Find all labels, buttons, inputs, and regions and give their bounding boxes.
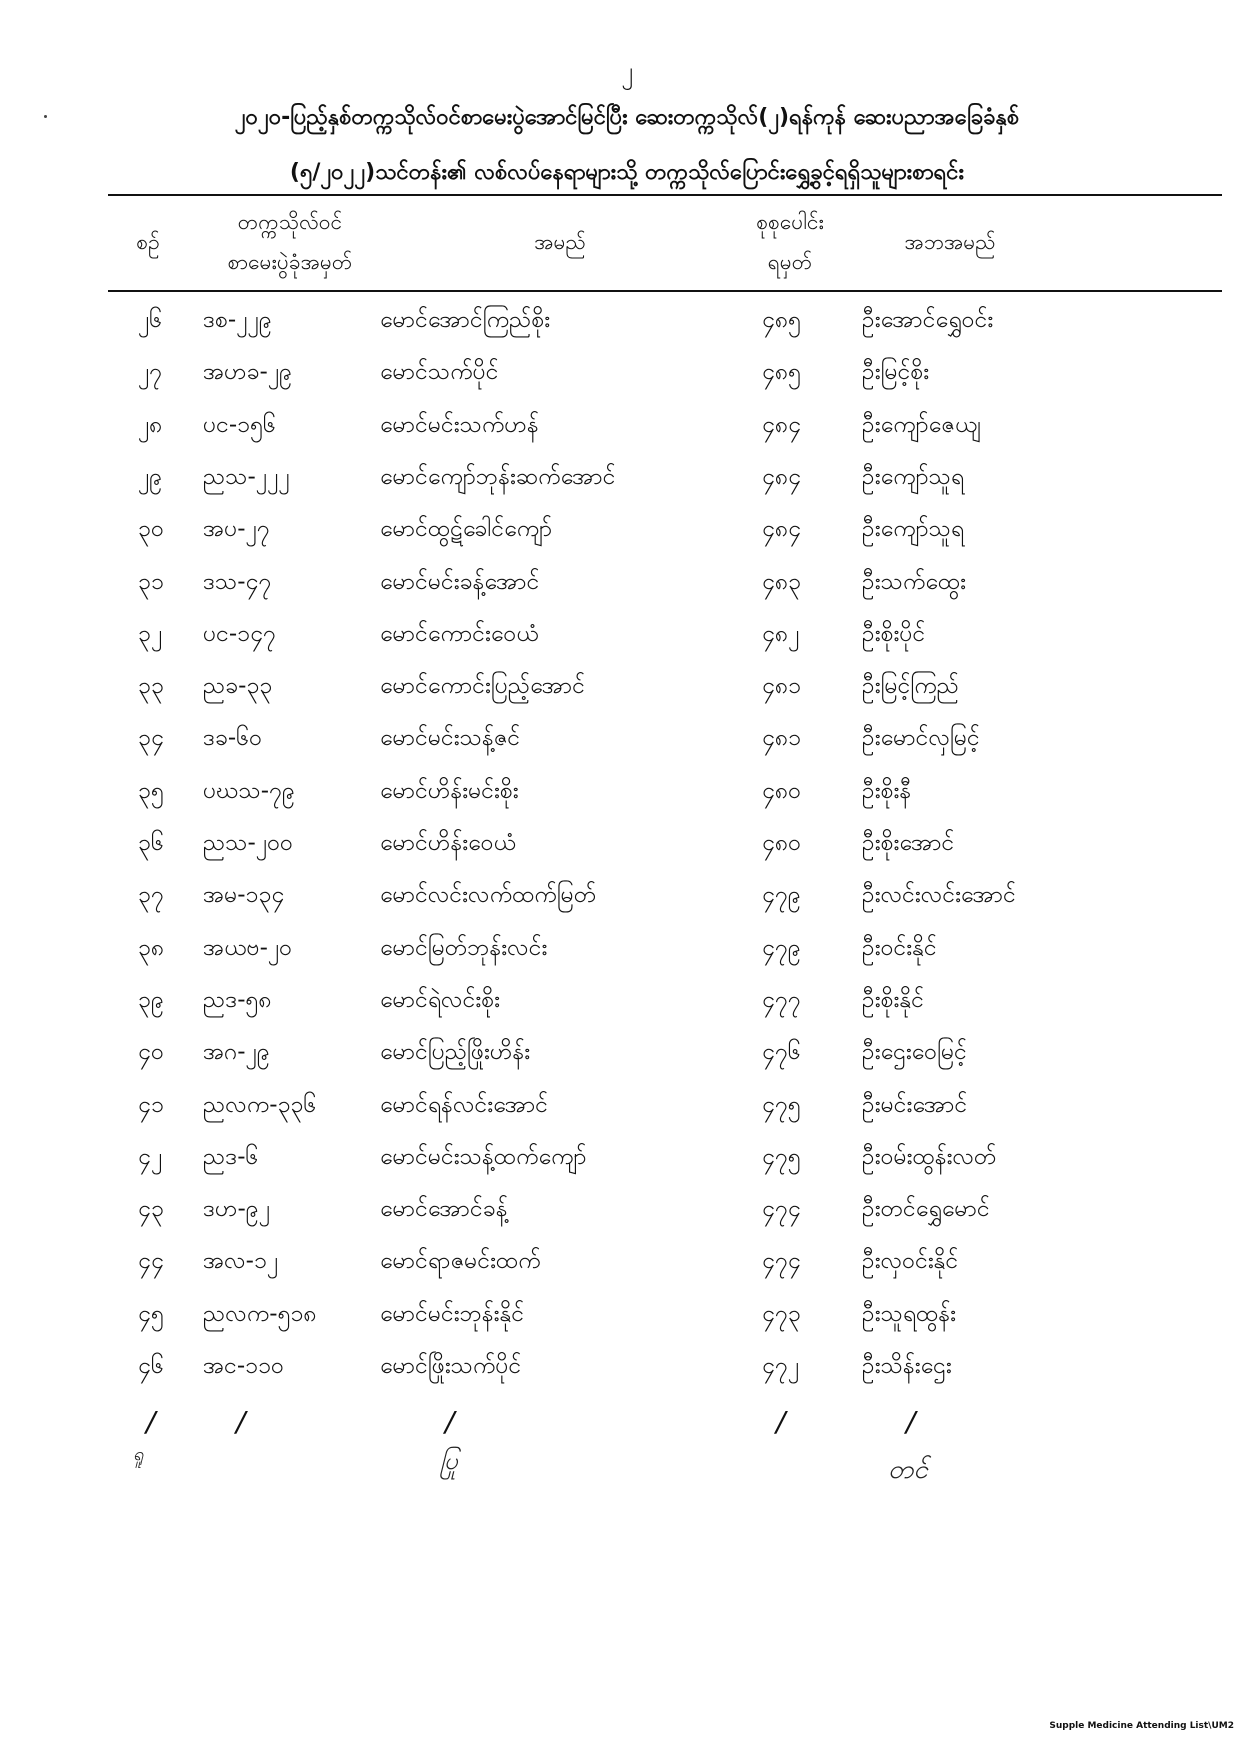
total-score-cell: ၄၇၄ [762, 1196, 801, 1222]
table-header-rule [108, 290, 1222, 292]
slash-mark: / [236, 1405, 246, 1438]
name-cell: မောင်ဟိန်းမင်းစိုး [380, 778, 519, 804]
name-cell: မောင်ရဲလင်းစိုး [380, 987, 500, 1013]
serial-cell: ၄၂ [138, 1144, 163, 1170]
total-score-cell: ၄၇၂ [762, 1353, 800, 1379]
table-row [0, 985, 1254, 1036]
roll-number-cell: ညလက-၃၃၆ [203, 1092, 317, 1118]
header-roll-line1: တက္ကသိုလ်ဝင် [237, 210, 343, 234]
roll-number-cell: အယဗ-၂၀ [203, 935, 293, 961]
table-top-rule [108, 194, 1222, 196]
serial-cell: ၃၂ [138, 621, 163, 647]
table-row [0, 567, 1254, 618]
title-line-1: ၂၀၂၀-ပြည့်နှစ်တက္ကသိုလ်ဝင်စာမေးပွဲအောင်မြင်ပြီး ဆေးတက္ကသိုလ်(၂)ရန်ကုန် ဆေးပညာအခြေခံနှစ် [234, 105, 1020, 130]
header-total-line1: စုစုပေါင်း [756, 210, 824, 234]
serial-cell: ၄၃ [138, 1196, 164, 1222]
father-name-cell: ဦးဌေးဝေမြင့် [862, 1039, 967, 1065]
table-row [0, 828, 1254, 879]
slash-mark: / [146, 1405, 156, 1438]
roll-number-cell: ညသ-၂၂၂ [203, 464, 290, 490]
table-row [0, 671, 1254, 722]
name-cell: မောင်ရာဇမင်းထက် [380, 1248, 541, 1274]
total-score-cell: ၄၈၀ [762, 830, 802, 856]
table-row [0, 1142, 1254, 1193]
slash-mark: / [445, 1405, 455, 1438]
header-no: စဉ် [136, 230, 160, 254]
name-cell: မောင်မင်းသက်ဟန် [380, 412, 539, 438]
slash-mark: / [906, 1405, 916, 1438]
total-score-cell: ၄၈၄ [762, 464, 802, 490]
serial-cell: ၄၁ [138, 1092, 164, 1118]
header-name: အမည် [534, 230, 586, 254]
total-score-cell: ၄၈၅ [762, 307, 802, 333]
serial-cell: ၃၆ [138, 830, 164, 856]
father-name-cell: ဦးဝင်းနိုင် [862, 935, 937, 961]
name-cell: မောင်လင်းလက်ထက်မြတ် [380, 882, 597, 908]
serial-cell: ၄၆ [138, 1353, 164, 1379]
father-name-cell: ဦးသက်ထွေး [862, 569, 966, 595]
serial-cell: ၃၉ [138, 987, 164, 1013]
roll-number-cell: အဂ-၂၉ [203, 1039, 270, 1065]
name-cell: မောင်မင်းသန့်ဇင် [380, 725, 521, 751]
table-row [0, 1090, 1254, 1141]
table-row [0, 462, 1254, 513]
serial-cell: ၃၈ [138, 935, 165, 961]
serial-cell: ၂၇ [138, 359, 163, 385]
roll-number-cell: အလ-၁၂ [203, 1248, 279, 1274]
serial-cell: ၄၅ [138, 1301, 164, 1327]
total-score-cell: ၄၈၃ [762, 569, 802, 595]
header-total-line2: ရမှတ် [767, 250, 813, 274]
table-row [0, 933, 1254, 984]
table-row [0, 723, 1254, 774]
father-name-cell: ဦးမြင့်ကြည် [862, 673, 959, 699]
serial-cell: ၂၉ [138, 464, 163, 490]
name-cell: မောင်ရန်လင်းအောင် [380, 1092, 549, 1118]
roll-number-cell: အပ-၂၇ [203, 516, 270, 542]
total-score-cell: ၄၇၅ [762, 1144, 801, 1170]
total-score-cell: ၄၇၆ [762, 1039, 801, 1065]
serial-cell: ၃၀ [138, 516, 164, 542]
total-score-cell: ၄၇၄ [762, 1248, 801, 1274]
serial-cell: ၃၄ [138, 725, 164, 751]
roll-number-cell: ဒခ-၆၀ [203, 725, 263, 751]
table-row [0, 305, 1254, 356]
total-score-cell: ၄၈၂ [762, 621, 800, 647]
name-cell: မောင်မြတ်ဘုန်းလင်း [380, 935, 548, 961]
father-name-cell: ဦးလင်းလင်းအောင် [862, 882, 1016, 908]
table-row [0, 410, 1254, 461]
table-row [0, 619, 1254, 670]
name-cell: မောင်ထွဋ်ခေါင်ကျော် [380, 516, 553, 542]
total-score-cell: ၄၇၃ [762, 1301, 801, 1327]
father-name-cell: ဦးစိုးနီ [862, 778, 912, 804]
name-cell: မောင်မင်းသန့်ထက်ကျော် [380, 1144, 587, 1170]
table-row [0, 1037, 1254, 1088]
father-name-cell: ဦးဝမ်းထွန်းလတ် [862, 1144, 997, 1170]
name-cell: မောင်ကျော်ဘုန်းဆက်အောင် [380, 464, 616, 490]
name-cell: မောင်မင်းဘုန်းနိုင် [380, 1301, 525, 1327]
father-name-cell: ဦးစိုးပိုင် [862, 621, 926, 647]
serial-cell: ၃၇ [138, 882, 164, 908]
name-cell: မောင်မင်းခန့်အောင် [380, 569, 540, 595]
total-score-cell: ၄၇၉ [762, 882, 801, 908]
father-name-cell: ဦးသူရထွန်း [862, 1301, 957, 1327]
total-score-cell: ၄၇၇ [762, 987, 801, 1013]
total-score-cell: ၄၈၄ [762, 516, 802, 542]
father-name-cell: ဦးတင်ရွှေမောင် [862, 1196, 990, 1222]
table-row [0, 1351, 1254, 1402]
roll-number-cell: ညဒ-၅၈ [203, 987, 272, 1013]
roll-number-cell: အင-၁၁၀ [203, 1353, 284, 1379]
name-cell: မောင်ပြည့်ဖြိုးဟိန်း [380, 1039, 531, 1065]
table-row [0, 357, 1254, 408]
title-line-2: (၅/၂၀၂၂)သင်တန်း၏ လစ်လပ်နေရာများသို့ တက္ကသိုလ်ပြောင်းရွှေ့ခွင့်ရရှိသူများစာရင်း [289, 160, 965, 185]
serial-cell: ၃၁ [138, 569, 164, 595]
serial-cell: ၃၅ [138, 778, 164, 804]
name-cell: မောင်ဖြိုးသက်ပိုင် [380, 1353, 522, 1379]
father-name-cell: ဦးမောင်လှမြင့် [862, 725, 980, 751]
father-name-cell: ဦးကျော်သူရ [862, 464, 965, 490]
father-name-cell: ဦးလှဝင်းနိုင် [862, 1248, 959, 1274]
total-score-cell: ၄၇၉ [762, 935, 801, 961]
total-score-cell: ၄၈၅ [762, 359, 802, 385]
table-row [0, 1194, 1254, 1245]
header-roll-line2: စာမေးပွဲခုံအမှတ် [227, 250, 353, 274]
signature-initial-1: ရူ [133, 1444, 144, 1465]
name-cell: မောင်ကောင်းပြည့်အောင် [380, 673, 586, 699]
total-score-cell: ၄၈၁ [762, 725, 802, 751]
table-row [0, 880, 1254, 931]
roll-number-cell: ဒစ-၂၂၉ [203, 307, 272, 333]
father-name-cell: ဦးစိုးနိုင် [862, 987, 925, 1013]
roll-number-cell: အဟခ-၂၉ [203, 359, 293, 385]
page-number: ၂ [621, 57, 633, 85]
total-score-cell: ၄၈၀ [762, 778, 802, 804]
serial-cell: ၄၄ [138, 1248, 164, 1274]
serial-cell: ၄၀ [138, 1039, 164, 1065]
roll-number-cell: ပင-၁၅၆ [203, 412, 276, 438]
serial-cell: ၂၆ [138, 307, 163, 333]
roll-number-cell: ပင-၁၄၇ [203, 621, 276, 647]
roll-number-cell: ဒဟ-၉၂ [203, 1196, 271, 1222]
father-name-cell: ဦးမင်းအောင် [862, 1092, 968, 1118]
table-row [0, 1246, 1254, 1297]
roll-number-cell: ညသ-၂၀၀ [203, 830, 293, 856]
total-score-cell: ၄၈၄ [762, 412, 802, 438]
name-cell: မောင်ကောင်းဝေယံ [380, 621, 539, 647]
father-name-cell: ဦးမြင့်စိုး [862, 359, 930, 385]
header-father: အဘအမည် [904, 230, 996, 254]
name-cell: မောင်သက်ပိုင် [380, 359, 499, 385]
serial-cell: ၂၈ [138, 412, 163, 438]
roll-number-cell: ပဃသ-၇၉ [203, 778, 295, 804]
name-cell: မောင်အောင်ကြည်စိုး [380, 307, 551, 333]
roll-number-cell: ညခ-၃၃ [203, 673, 273, 699]
father-name-cell: ဦးစိုးအောင် [862, 830, 955, 856]
footer-caption: Supple Medicine Attending List\UM2 [1049, 1721, 1234, 1731]
table-row [0, 514, 1254, 565]
table-row [0, 1299, 1254, 1350]
total-score-cell: ၄၈၁ [762, 673, 802, 699]
father-name-cell: ဦးအောင်ရွှေဝင်း [862, 307, 994, 333]
roll-number-cell: ညလက-၅၁၈ [203, 1301, 317, 1327]
name-cell: မောင်အောင်ခန့် [380, 1196, 508, 1222]
name-cell: မောင်ဟိန်းဝေယံ [380, 830, 516, 856]
signature-initial-2: ပြု [440, 1447, 458, 1475]
table-row [0, 776, 1254, 827]
total-score-cell: ၄၇၅ [762, 1092, 801, 1118]
signature-initial-3: တင် [888, 1455, 928, 1485]
slash-mark: / [776, 1405, 786, 1438]
roll-number-cell: ဒသ-၄၇ [203, 569, 272, 595]
serial-cell: ၃၃ [138, 673, 164, 699]
father-name-cell: ဦးကျော်သူရ [862, 516, 965, 542]
roll-number-cell: ညဒ-၆ [203, 1144, 259, 1170]
roll-number-cell: အမ-၁၃၄ [203, 882, 285, 908]
father-name-cell: ဦးကျော်ဇေယျ [862, 412, 981, 438]
father-name-cell: ဦးသိန်းဌေး [862, 1353, 952, 1379]
